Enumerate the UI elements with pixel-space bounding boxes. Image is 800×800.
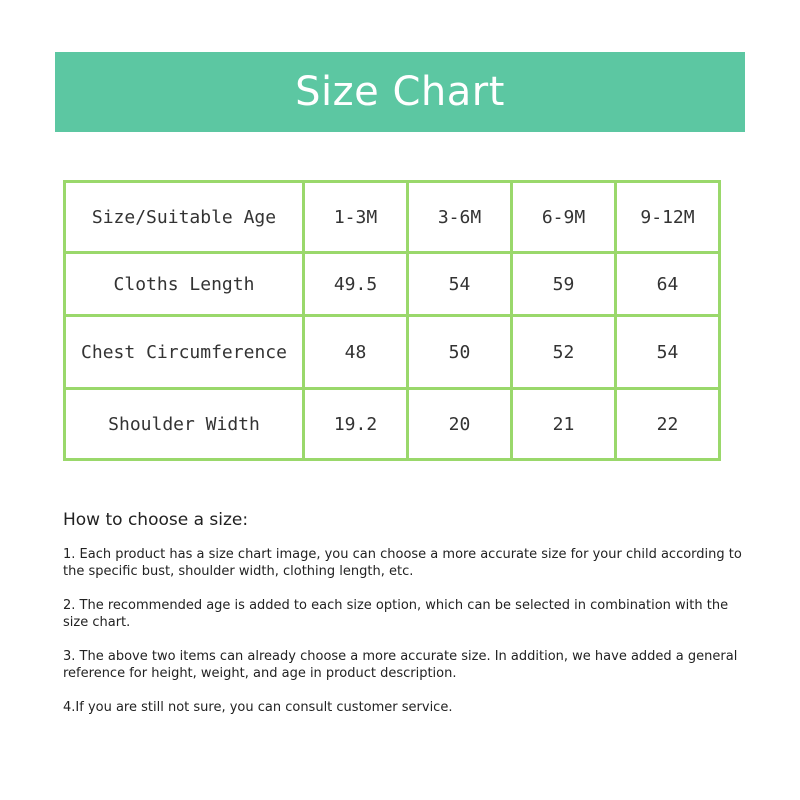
row-label-cell: Shoulder Width [65, 389, 304, 460]
value-cell: 54 [408, 253, 512, 316]
row-label-cell: Cloths Length [65, 253, 304, 316]
value-cell: 48 [304, 316, 408, 389]
guide-item: 1. Each product has a size chart image, you can choose a more accurate size for your child according to the specific bust, shoulder width, clothing length, etc. [63, 547, 742, 579]
table-row [65, 316, 720, 389]
banner-title: Size Chart [295, 69, 505, 115]
value-cell: 59 [512, 253, 616, 316]
value-cell: 64 [616, 253, 720, 316]
table-row [65, 253, 720, 316]
value-cell: 50 [408, 316, 512, 389]
guide-item: 2. The recommended age is added to each size option, which can be selected in combination with the size chart. [63, 598, 729, 630]
value-cell: 20 [408, 389, 512, 460]
value-cell: 49.5 [304, 253, 408, 316]
table-header-row [65, 182, 720, 253]
table-row [65, 389, 720, 460]
size-guide [63, 510, 753, 733]
guide-item: 3. The above two items can already choose a more accurate size. In addition, we have added a general reference for height, weight, and age in product description. [63, 649, 738, 681]
value-cell: 21 [512, 389, 616, 460]
guide-item: 4.If you are still not sure, you can consult customer service. [63, 700, 453, 715]
guide-heading: How to choose a size: [63, 510, 249, 530]
header-size-cell: 9-12M [616, 182, 720, 253]
header-size-cell: 1-3M [304, 182, 408, 253]
value-cell: 54 [616, 316, 720, 389]
row-label-cell: Chest Circumference [65, 316, 304, 389]
size-table [63, 180, 721, 461]
header-size-cell: 3-6M [408, 182, 512, 253]
value-cell: 52 [512, 316, 616, 389]
value-cell: 19.2 [304, 389, 408, 460]
value-cell: 22 [616, 389, 720, 460]
header-size-cell: 6-9M [512, 182, 616, 253]
size-chart-banner [55, 52, 745, 132]
header-label-cell: Size/Suitable Age [65, 182, 304, 253]
